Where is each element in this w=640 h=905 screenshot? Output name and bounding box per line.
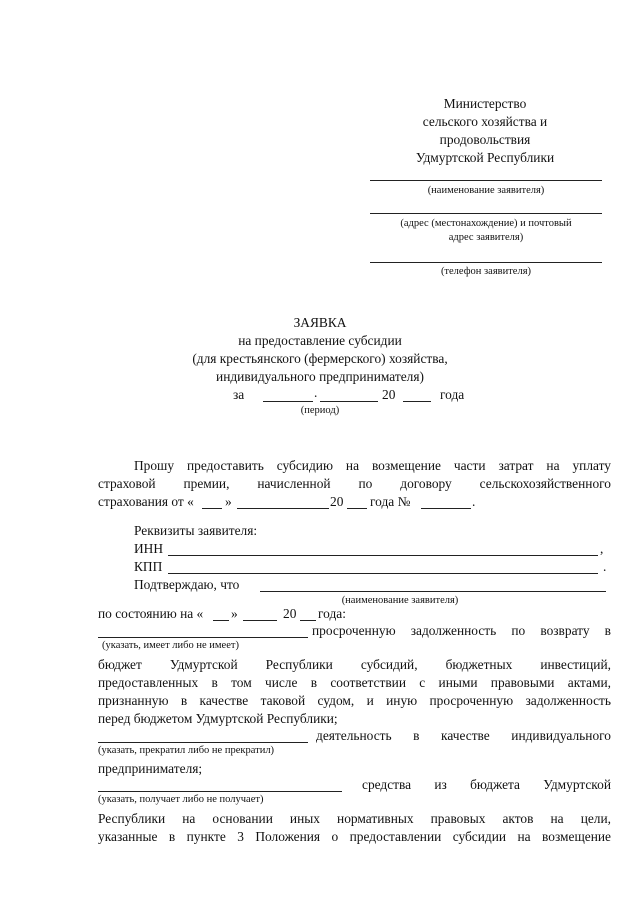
activity-status-field[interactable] (98, 742, 308, 743)
insurance-from-label: страхования от « (98, 494, 194, 509)
confirm-applicant-field[interactable] (260, 591, 606, 592)
insurance-number-label: года № (370, 494, 411, 509)
inn-field[interactable] (168, 555, 598, 556)
applicant-address-caption: адрес заявителя) (448, 232, 524, 243)
applicant-phone-field[interactable] (370, 262, 602, 263)
request-line: Прошу предоставить субсидию на возмещение части затрат на уплату (134, 458, 611, 473)
insurance-year-prefix: 20 (330, 494, 344, 509)
applicant-address-caption: (адрес (местонахождение) и почтовый (400, 218, 572, 229)
applicant-name-field[interactable] (370, 180, 602, 181)
funds-line: указанные в пункте 3 Положения о предоставлении субсидии на возмещение (98, 829, 611, 844)
debt-line: предоставленных в том числе в соответствии с иными правовыми актами, (98, 675, 611, 690)
funds-text: средства из бюджета Удмуртской (362, 777, 611, 792)
debt-status-field[interactable] (98, 637, 308, 638)
debt-line: бюджет Удмуртской Республики субсидий, бюджетных инвестиций, (98, 657, 611, 672)
insurance-month-field[interactable] (237, 508, 329, 509)
requisites-title: Реквизиты заявителя: (134, 523, 258, 538)
title-line: на предоставление субсидии (238, 333, 402, 348)
title-line: (для крестьянского (фермерского) хозяйства, (192, 351, 448, 366)
insurance-number-field[interactable] (421, 508, 471, 509)
status-date-label: по состоянию на « (98, 606, 204, 621)
kpp-label: КПП (134, 559, 163, 574)
activity-line: предпринимателя; (98, 761, 203, 776)
period-caption: (период) (300, 405, 340, 416)
period-prefix: за (233, 387, 245, 402)
addressee-line: сельского хозяйства и (422, 114, 548, 129)
debt-line: признанную в качестве таковой судом, и иную просроченную задолженность (98, 693, 611, 708)
period-year-field[interactable] (403, 401, 431, 402)
funds-caption: (указать, получает либо не получает) (98, 794, 264, 805)
kpp-field[interactable] (168, 573, 598, 574)
inn-label: ИНН (134, 541, 164, 556)
addressee-line: Министерство (443, 96, 527, 111)
kpp-end: . (603, 559, 607, 574)
period-dot: . (314, 385, 318, 400)
insurance-day-field[interactable] (202, 508, 222, 509)
quote-close: » (225, 494, 232, 509)
insurance-year-field[interactable] (347, 508, 367, 509)
addressee-line: Удмуртской Республики (415, 150, 555, 165)
activity-caption: (указать, прекратил либо не прекратил) (98, 745, 275, 756)
document-title: ЗАЯВКА (293, 315, 347, 330)
request-line: страховой премии, начисленной по договору сельскохозяйственного (98, 476, 611, 491)
quote-close: » (231, 606, 238, 621)
title-line: индивидуального предпринимателя) (216, 369, 424, 384)
applicant-phone-caption: (телефон заявителя) (440, 266, 532, 277)
debt-text: просроченную задолженность по возврату в (312, 623, 611, 638)
funds-status-field[interactable] (98, 791, 342, 792)
debt-line: перед бюджетом Удмуртской Республики; (98, 711, 338, 726)
status-day-field[interactable] (213, 620, 229, 621)
period-field-start[interactable] (263, 401, 313, 402)
debt-caption: (указать, имеет либо не имеет) (102, 640, 239, 651)
confirm-caption: (наименование заявителя) (341, 595, 459, 606)
applicant-address-field[interactable] (370, 213, 602, 214)
period-field-end[interactable] (320, 401, 378, 402)
addressee-line: продовольствия (439, 132, 531, 147)
inn-end: , (600, 541, 604, 556)
status-year-suffix: года: (318, 606, 346, 621)
confirm-label: Подтверждаю, что (134, 577, 240, 592)
period-year: 20 (382, 387, 396, 402)
period-suffix: года (440, 387, 465, 402)
line-end-dot: . (472, 494, 476, 509)
activity-text: деятельность в качестве индивидуального (316, 728, 611, 743)
applicant-name-caption: (наименование заявителя) (427, 185, 545, 196)
funds-line: Республики на основании иных нормативных правовых актов на цели, (98, 811, 611, 826)
status-month-field[interactable] (243, 620, 277, 621)
status-year-field[interactable] (300, 620, 316, 621)
status-year-prefix: 20 (283, 606, 297, 621)
